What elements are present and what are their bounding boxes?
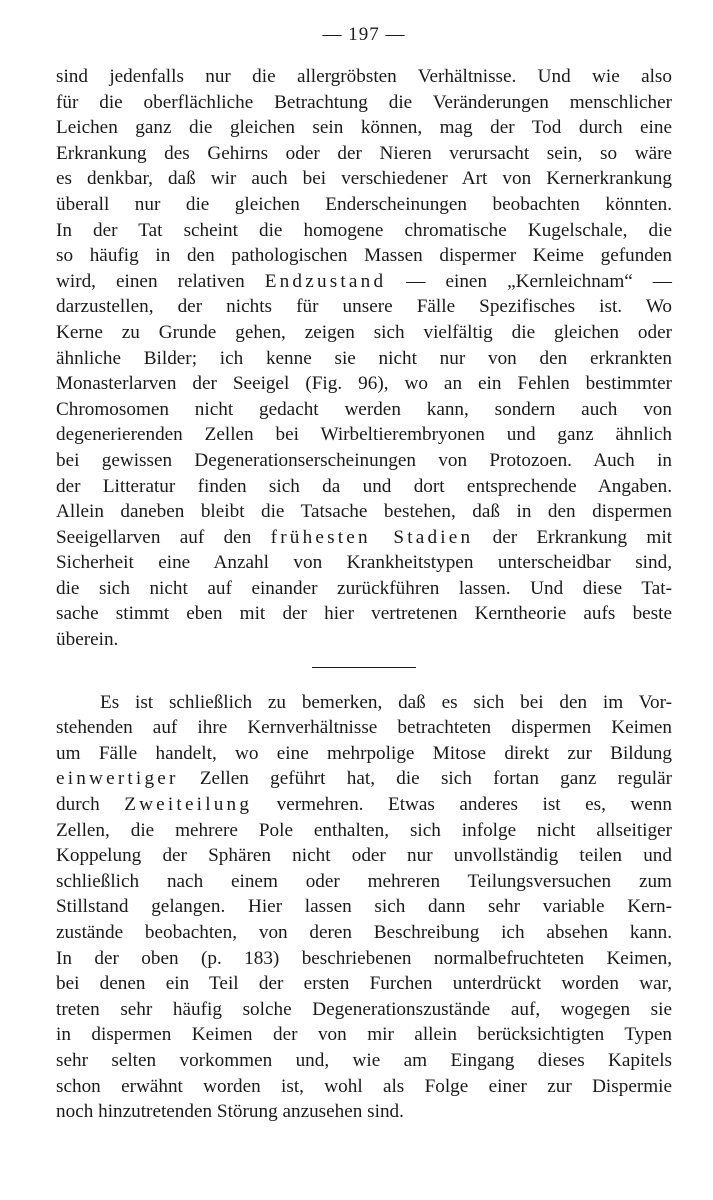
- text-line: In der oben (p. 183) beschriebenen normalbefruchteten Keimen,: [56, 947, 672, 969]
- text-line: Kerne zu Grunde gehen, zeigen sich vielfältig die gleichen oder: [56, 321, 672, 343]
- paragraph-2: [56, 690, 672, 1125]
- text-line: Monasterlarven der Seeigel (Fig. 96), wo an ein Fehlen bestimmter: [56, 373, 672, 395]
- text-line: sache stimmt eben mit der hier vertretenen Kerntheorie aufs beste: [56, 603, 672, 625]
- text-line: noch hinzutretenden Störung anzusehen sind.: [56, 1101, 404, 1123]
- text-line: degenerierenden Zellen bei Wirbeltierembryonen und ganz ähnlich: [56, 424, 672, 446]
- text-line: Allein daneben bleibt die Tatsache bestehen, daß in den dispermen: [56, 501, 672, 523]
- text-line: Es ist schließlich zu bemerken, daß es sich bei den im Vor-: [100, 691, 672, 713]
- text-line: es denkbar, daß wir auch bei verschiedener Art von Kernerkrankung: [56, 168, 672, 190]
- document-page: [56, 22, 672, 1125]
- text-line: ähnliche Bilder; ich kenne sie nicht nur von den erkrankten: [56, 347, 672, 369]
- text-line: stehenden auf ihre Kernverhältnisse betrachteten dispermen Keimen: [56, 717, 672, 739]
- text-line: in dispermen Keimen der von mir allein berücksichtigten Typen: [56, 1024, 672, 1046]
- emphasized-text: Zweiteilung: [124, 794, 253, 816]
- text-line: zustände beobachten, von deren Beschreibung ich absehen kann.: [56, 922, 672, 943]
- text-line: Koppelung der Sphären nicht oder nur unvollständig teilen und: [56, 845, 672, 867]
- text-line: bei denen ein Teil der ersten Furchen unterdrückt worden war,: [56, 973, 672, 995]
- page-number: — 197 —: [322, 24, 406, 45]
- text-line: um Fälle handelt, wo eine mehrpolige Mitose direkt zur Bildung: [56, 742, 672, 764]
- text-line: durch Zweiteilung vermehren. Etwas anderes ist es, wenn: [56, 794, 672, 816]
- text-line: Sicherheit eine Anzahl von Krankheitstypen unterscheidbar sind,: [56, 552, 672, 574]
- emphasized-text: einwertiger: [56, 768, 179, 790]
- text-line: Erkrankung des Gehirns oder der Nieren verursacht sein, so wäre: [56, 142, 672, 164]
- text-line: einwertiger Zellen geführt hat, die sich fortan ganz regulär: [56, 768, 672, 790]
- text-line: so häufig in den pathologischen Massen dispermer Keime gefunden: [56, 245, 672, 267]
- emphasized-text: frühesten Stadien: [270, 526, 474, 548]
- text-line: In der Tat scheint die homogene chromatische Kugelschale, die: [56, 219, 672, 241]
- text-line: bei gewissen Degenerationserscheinungen von Protozoen. Auch in: [56, 449, 672, 471]
- text-line: treten sehr häufig solche Degenerationszustände auf, wogegen sie: [56, 998, 672, 1020]
- text-line: schon erwähnt worden ist, wohl als Folge einer zur Dispermie: [56, 1075, 672, 1097]
- text-line: überein.: [56, 629, 119, 651]
- text-line: schließlich nach einem oder mehreren Teilungsversuchen zum: [56, 870, 672, 892]
- paragraph-1: [56, 64, 672, 653]
- text-line: für die oberflächliche Betrachtung die Veränderungen menschlicher: [56, 91, 672, 113]
- text-line: wird, einen relativen Endzustand — einen „Kernleichnam“ —: [56, 270, 672, 292]
- text-line: Stillstand gelangen. Hier lassen sich dann sehr variable Kern-: [56, 896, 672, 918]
- text-line: Zellen, die mehrere Pole enthalten, sich infolge nicht allseitiger: [56, 819, 672, 841]
- text-line: Seeigellarven auf den frühesten Stadien der Erkrankung mit: [56, 526, 672, 548]
- text-line: Leichen ganz die gleichen sein können, mag der Tod durch eine: [56, 117, 672, 139]
- text-line: der Litteratur finden sich da und dort entsprechende Angaben.: [56, 475, 672, 497]
- text-line: die sich nicht auf einander zurückführen lassen. Und diese Tat-: [56, 577, 672, 599]
- text-line: sind jedenfalls nur die allergröbsten Verhältnisse. Und wie also: [56, 66, 672, 87]
- text-line: Chromosomen nicht gedacht werden kann, sondern auch von: [56, 398, 672, 420]
- emphasized-text: Endzustand: [264, 270, 387, 292]
- text-line: sehr selten vorkommen und, wie am Eingang dieses Kapitels: [56, 1049, 672, 1071]
- section-divider: [312, 667, 416, 668]
- text-line: darzustellen, der nichts für unsere Fälle Spezifisches ist. Wo: [56, 296, 672, 318]
- text-line: überall nur die gleichen Enderscheinungen beobachten könnten.: [56, 193, 672, 215]
